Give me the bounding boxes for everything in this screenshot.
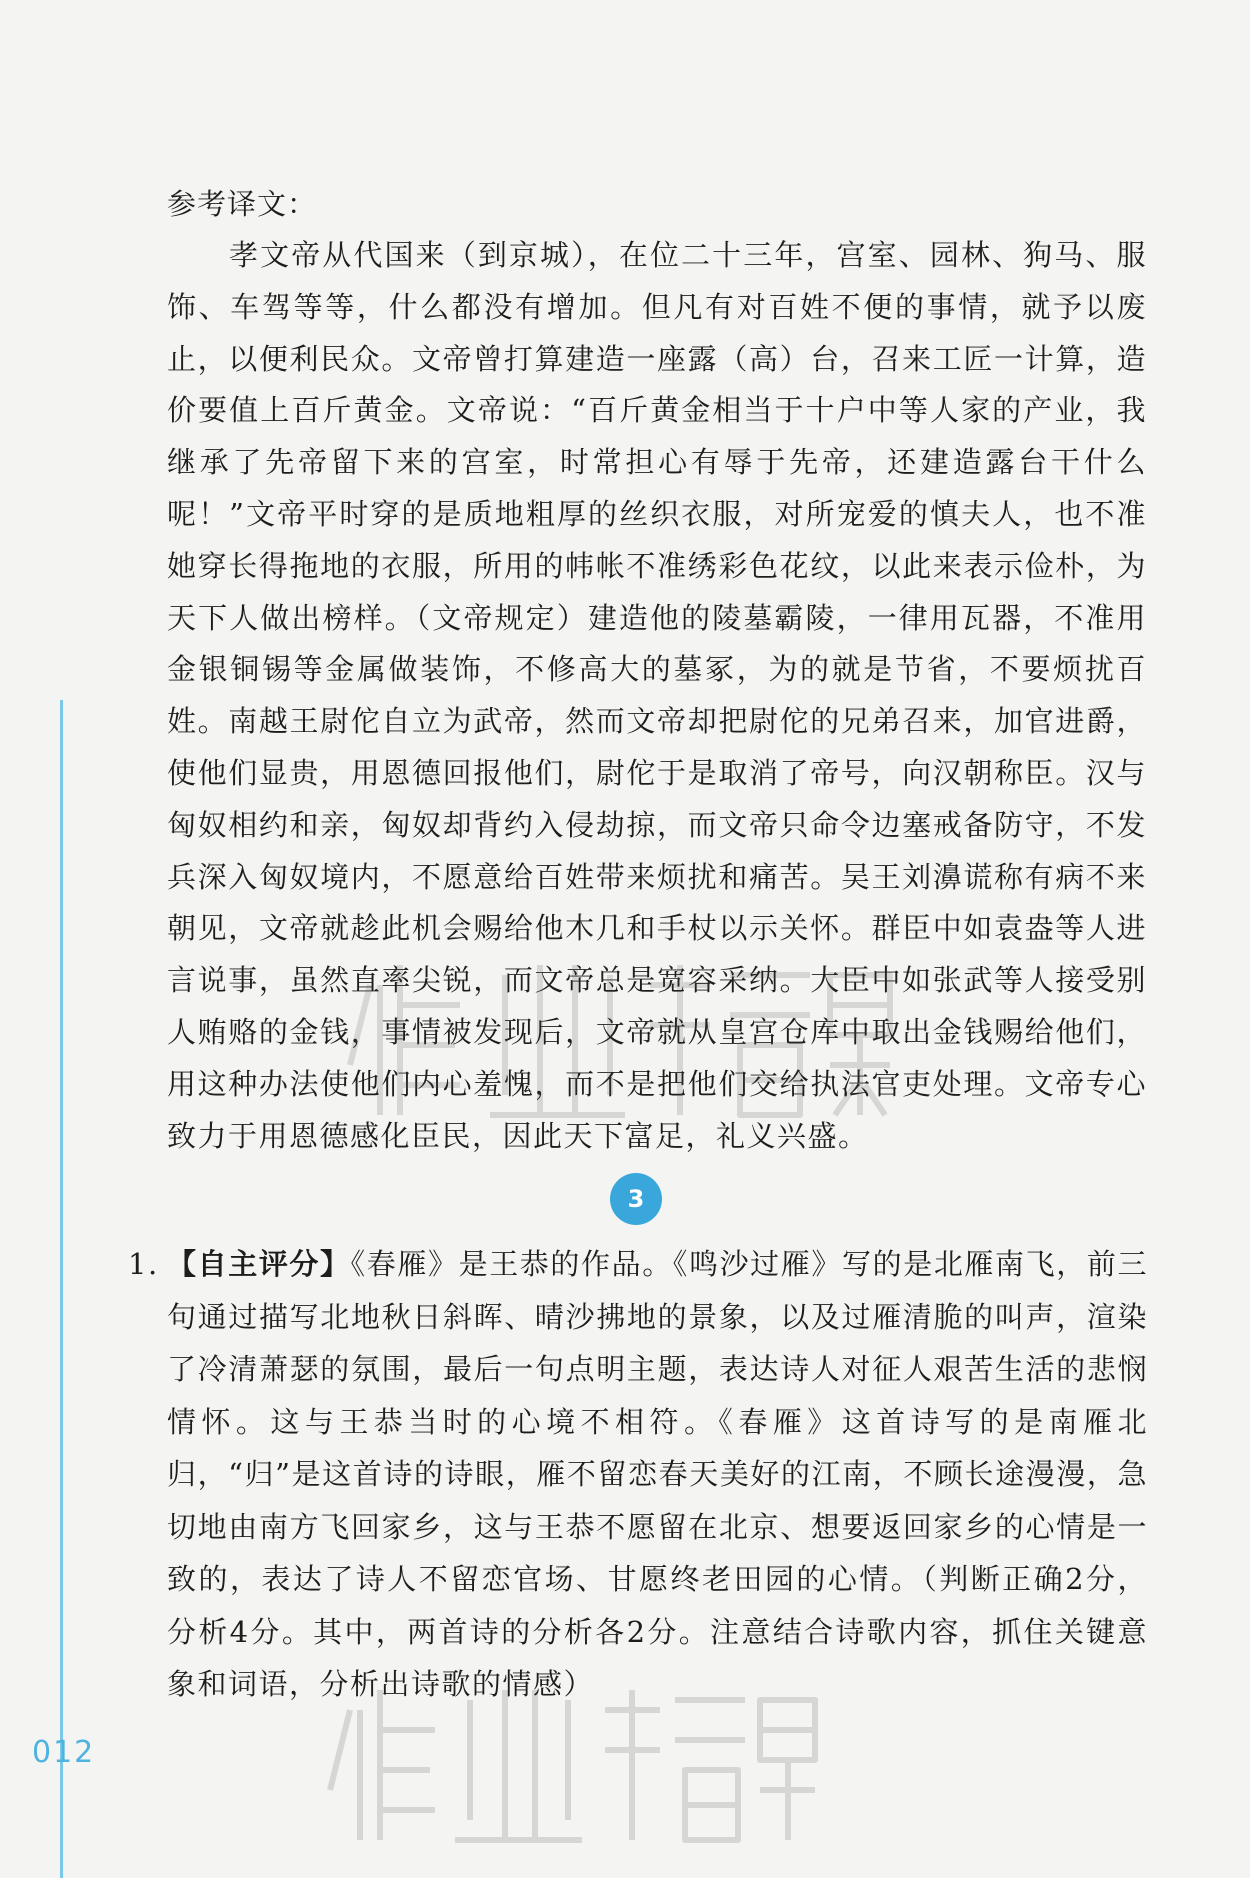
margin-rule xyxy=(60,700,63,1878)
answer-tag: 【自主评分】 xyxy=(167,1247,351,1281)
translation-section xyxy=(167,178,1147,1162)
answer-number: 1. xyxy=(128,1247,159,1281)
section-number-badge: 3 xyxy=(610,1173,662,1225)
answer-item xyxy=(128,1238,1148,1711)
answer-text: 《春雁》是王恭的作品。《鸣沙过雁》写的是北雁南飞，前三句通过描写北地秋日斜晖、晴沙拂地的景象，以及过雁清脆的叫声，渲染了冷清萧瑟的氛围，最后一句点明主题，表达诗人对征人艰苦生活的悲悯情怀。这与王恭当时的心境不相符。《春雁》这首诗写的是南雁北归，“归”是这首诗的诗眼，雁不留恋春天美好的江南，不顾长途漫漫，急切地由南方飞回家乡，这与王恭不愿留在北京、想要返回家乡的心情是一致的，表达了诗人不留恋官场、甘愿终老田园的心情。（判断正确2分，分析4分。其中，两首诗的分析各2分。注意结合诗歌内容，抓住关键意象和词语，分析出诗歌的情感） xyxy=(167,1247,1148,1701)
translation-heading: 参考译文： xyxy=(167,187,318,221)
page-number: 012 xyxy=(32,1735,96,1770)
translation-paragraph: 孝文帝从代国来（到京城），在位二十三年，宫室、园林、狗马、服饰、车驾等等，什么都没有增加。但凡有对百姓不便的事情，就予以废止，以便利民众。文帝曾打算建造一座露（高）台，召来工匠一计算，造价要值上百斤黄金。文帝说：“百斤黄金相当于十户中等人家的产业，我继承了先帝留下来的宫室，时常担心有辱于先帝，还建造露台干什么呢！”文帝平时穿的是质地粗厚的丝织衣服，对所宠爱的慎夫人，也不准她穿长得拖地的衣服，所用的帏帐不准绣彩色花纹，以此来表示俭朴，为天下人做出榜样。（文帝规定）建造他的陵墓霸陵，一律用瓦器，不准用金银铜锡等金属做装饰，不修高大的墓冢，为的就是节省，不要烦扰百姓。南越王尉佗自立为武帝，然而文帝却把尉佗的兄弟召来，加官进爵，使他们显贵，用恩德回报他们，尉佗于是取消了帝号，向汉朝称臣。汉与匈奴相约和亲，匈奴却背约入侵劫掠，而文帝只命令边塞戒备防守，不发兵深入匈奴境内，不愿意给百姓带来烦扰和痛苦。吴王刘濞谎称有病不来朝见，文帝就趁此机会赐给他木几和手杖以示关怀。群臣中如袁盎等人进言说事，虽然直率尖锐，而文帝总是宽容采纳。大臣中如张武等人接受别人贿赂的金钱，事情被发现后，文帝就从皇宫仓库中取出金钱赐给他们，用这种办法使他们内心羞愧，而不是把他们交给执法官吏处理。文帝专心致力于用恩德感化臣民，因此天下富足，礼义兴盛。 xyxy=(167,238,1147,1153)
answer-body xyxy=(167,1238,1148,1711)
